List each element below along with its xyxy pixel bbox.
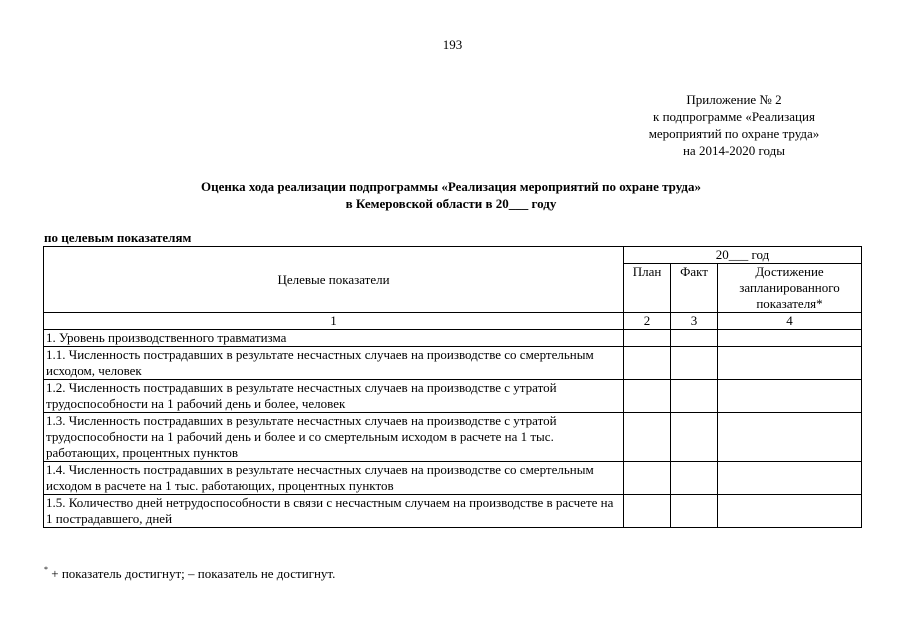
fact-cell — [671, 380, 718, 413]
achievement-cell — [718, 462, 862, 495]
fact-cell — [671, 413, 718, 462]
annex-line: к подпрограмме «Реализация — [653, 109, 815, 124]
indicator-cell: 1.4. Численность пострадавших в результате несчастных случаев на производстве со смертельным исходом в расчете на 1 тыс. работающих, процентных пунктов — [44, 462, 624, 495]
header-indicators: Целевые показатели — [44, 247, 624, 313]
achievement-cell — [718, 347, 862, 380]
plan-cell — [624, 495, 671, 528]
document-title — [40, 178, 862, 212]
plan-cell — [624, 347, 671, 380]
header-fact: Факт — [671, 264, 718, 313]
fact-cell — [671, 462, 718, 495]
table-row — [44, 413, 862, 462]
table-row — [44, 330, 862, 347]
indicator-cell: 1. Уровень производственного травматизма — [44, 330, 624, 347]
plan-cell — [624, 462, 671, 495]
footnote-mark: * — [44, 565, 48, 574]
achievement-cell — [718, 330, 862, 347]
indicator-cell: 1.5. Количество дней нетрудоспособности в связи с несчастным случаем на производстве в расчете на 1 пострадавшего, дней — [44, 495, 624, 528]
column-number: 4 — [718, 313, 862, 330]
column-number: 3 — [671, 313, 718, 330]
table-row — [44, 495, 862, 528]
table-header-row — [44, 247, 862, 264]
plan-cell — [624, 330, 671, 347]
achievement-cell — [718, 413, 862, 462]
indicator-cell: 1.2. Численность пострадавших в результате несчастных случаев на производстве с утратой трудоспособности на 1 рабочий день и более, человек — [44, 380, 624, 413]
achievement-cell — [718, 495, 862, 528]
indicators-table — [43, 246, 862, 528]
table-row — [44, 462, 862, 495]
indicator-cell: 1.1. Численность пострадавших в результате несчастных случаев на производстве со смертельным исходом, человек — [44, 347, 624, 380]
indicator-cell: 1.3. Численность пострадавших в результате несчастных случаев на производстве с утратой трудоспособности на 1 рабочий день и более и со смертельным исходом в расчете на 1 тыс. работающих, процентных пунктов — [44, 413, 624, 462]
table-row — [44, 347, 862, 380]
header-year: 20___ год — [624, 247, 862, 264]
header-plan: План — [624, 264, 671, 313]
fact-cell — [671, 347, 718, 380]
annex-line: на 2014-2020 годы — [682, 143, 786, 158]
page-number: 193 — [442, 37, 463, 52]
table-row — [44, 380, 862, 413]
title-line: Оценка хода реализации подпрограммы «Реализация мероприятий по охране труда» — [200, 179, 702, 194]
column-number: 1 — [44, 313, 624, 330]
title-line: в Кемеровской области в 20___ году — [345, 196, 557, 211]
footnote — [44, 565, 335, 582]
annex-line: Приложение № 2 — [686, 92, 782, 107]
header-achievement: Достижение запланированного показателя* — [718, 264, 862, 313]
column-number: 2 — [624, 313, 671, 330]
plan-cell — [624, 413, 671, 462]
column-number-row — [44, 313, 862, 330]
fact-cell — [671, 495, 718, 528]
subheading: по целевым показателям — [44, 230, 192, 245]
footnote-text: + показатель достигнут; – показатель не достигнут. — [51, 566, 336, 581]
plan-cell — [624, 380, 671, 413]
annex-line: мероприятий по охране труда» — [648, 126, 820, 141]
fact-cell — [671, 330, 718, 347]
achievement-cell — [718, 380, 862, 413]
annex-note — [600, 91, 868, 159]
